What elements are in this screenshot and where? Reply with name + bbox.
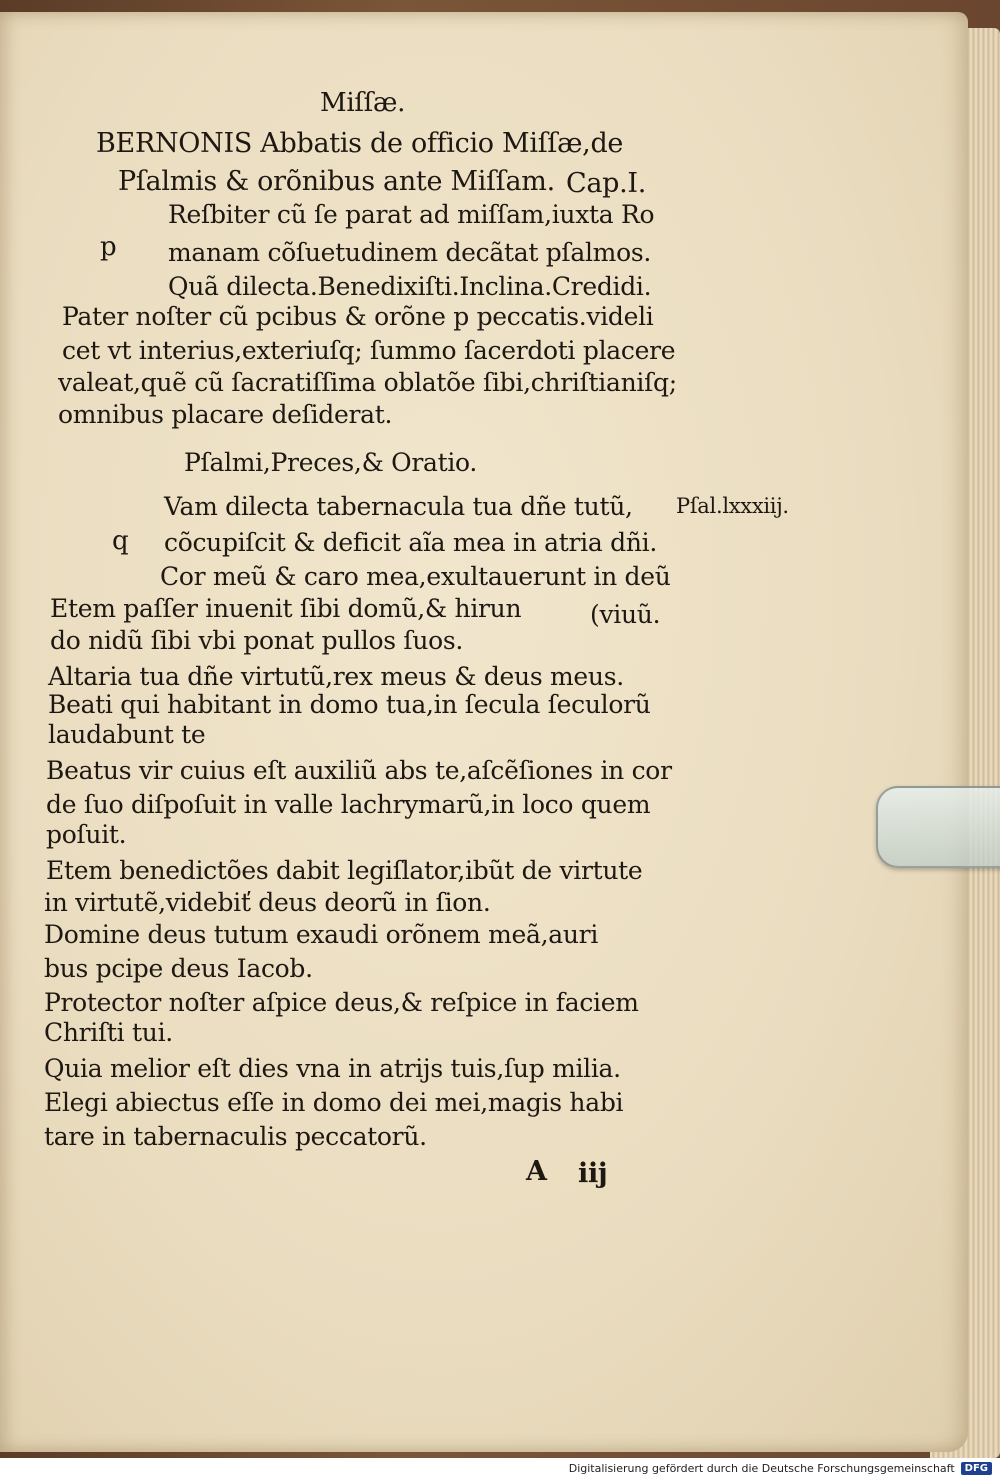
psalm-line: Cor meũ & caro mea,exultauerunt in deũ — [160, 562, 671, 591]
psalm-line: Etem paſſer inuenit ſibi domũ,& hirun — [50, 594, 522, 623]
psalm-line: in virtutẽ,videbiť deus deorũ in ſion. — [44, 888, 491, 917]
psalm-line: Etem benedictões dabit legiſlator,ibũt de virtute — [46, 856, 643, 885]
chapter-text-line: Pater noſter cũ pcibus & orõne p peccatis.videli — [62, 302, 654, 331]
psalm-line: bus pcipe deus Iacob. — [44, 954, 313, 983]
section-heading: Pſalmi,Preces,& Oratio. — [184, 448, 478, 477]
psalm-line-turnover: (viuũ. — [590, 600, 661, 629]
digitization-footer — [0, 1458, 1000, 1478]
dfg-logo-icon: DFG — [961, 1462, 992, 1475]
psalm-line: Beati qui habitant in domo tua,in ſecula ſeculorũ — [48, 690, 651, 719]
chapter-text-line: cet vt interius,exteriuſq; ſummo ſacerdoti placere — [62, 336, 676, 365]
chapter-text-line: Reſbiter cũ ſe parat ad miſſam,iuxta Ro — [168, 200, 655, 229]
psalm-line: cõcupiſcit & deficit aĩa mea in atria dñi. — [164, 528, 657, 557]
chapter-text-line: manam cõſuetudinem decãtat pſalmos. — [168, 238, 652, 267]
signature-mark-number: iij — [578, 1158, 608, 1189]
psalm-line: do nidũ ſibi vbi ponat pullos ſuos. — [50, 626, 464, 655]
psalm-line: laudabunt te — [48, 720, 206, 749]
title-line-2: Pſalmis & orõnibus ante Miſſam. — [118, 166, 555, 197]
psalm-line: Altaria tua dñe virtutũ,rex meus & deus meus. — [48, 662, 624, 691]
psalm-line: poſuit. — [46, 820, 127, 849]
psalm-line: Chriſti tui. — [44, 1018, 173, 1047]
psalm-line: Vam dilecta tabernacula tua dñe tutũ, — [164, 492, 633, 521]
psalm-line: Beatus vir cuius eſt auxiliũ abs te,aſcẽſiones in cor — [46, 756, 672, 785]
title-line-1: BERNONIS Abbatis de officio Miſſæ,de — [96, 128, 624, 159]
chapter-initial-guide-letter: p — [100, 232, 117, 262]
page-clip — [876, 786, 1000, 868]
psalm-line: Domine deus tutum exaudi orõnem meã,auri — [44, 920, 599, 949]
psalm-line: de ſuo diſpoſuit in valle lachrymarũ,in loco quem — [46, 790, 651, 819]
psalm-initial-guide-letter: q — [112, 526, 129, 556]
running-head: Miſſæ. — [320, 88, 406, 118]
chapter-text-line: omnibus placare deſiderat. — [58, 400, 393, 429]
psalm-line: Quia melior eſt dies vna in atrijs tuis,ſup milia. — [44, 1054, 621, 1083]
footer-credit-text: Digitalisierung gefördert durch die Deutsche Forschungsgemeinschaft — [568, 1461, 955, 1475]
psalm-line: Protector noſter aſpice deus,& reſpice in faciem — [44, 988, 639, 1017]
signature-mark-letter: A — [526, 1156, 547, 1187]
psalm-line: tare in tabernaculis peccatorũ. — [44, 1122, 427, 1151]
chapter-number: Cap.I. — [566, 168, 647, 199]
chapter-text-line: valeat,quẽ cũ ſacratiſſima oblatõe ſibi,chriſtianiſq; — [58, 368, 677, 397]
chapter-text-line: Quã dilecta.Benedixiſti.Inclina.Credidi. — [168, 272, 652, 301]
psalm-line: Elegi abiectus eſſe in domo dei mei,magis habi — [44, 1088, 624, 1117]
psalm-marginal-reference: Pſal.lxxxiij. — [676, 494, 789, 518]
